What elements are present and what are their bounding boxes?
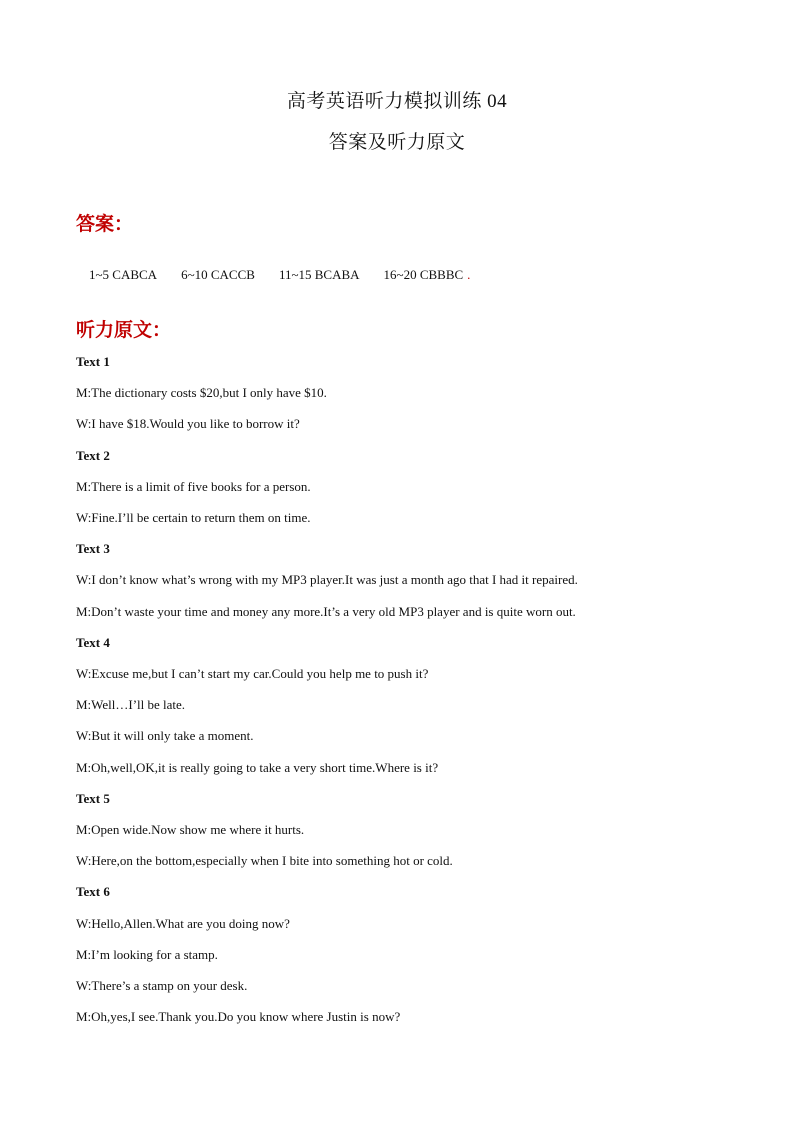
dialogue-line: M:There is a limit of five books for a person. xyxy=(76,478,311,494)
dialogue-line: W:Here,on the bottom,especially when I bite into something hot or cold. xyxy=(76,853,453,869)
dialogue-line: W:Fine.I’ll be certain to return them on time. xyxy=(76,510,311,525)
text-label: Text 4 xyxy=(76,634,110,650)
dialogue-line: M:The dictionary costs $20,but I only have $10. xyxy=(76,385,327,401)
dialogue-line: W:I have $18.Would you like to borrow it? xyxy=(76,416,300,432)
document-title: 高考英语听力模拟训练 04 xyxy=(286,91,508,112)
dialogue-line: W:Hello,Allen.What are you doing now? xyxy=(76,915,290,931)
document-subtitle: 答案及听力原文 xyxy=(328,132,466,153)
dialogue-line: W:Excuse me,but I can’t start my car.Could you help me to push it? xyxy=(76,666,429,681)
answers-end-mark: . xyxy=(467,267,471,282)
dialogue-line: M:Open wide.Now show me where it hurts. xyxy=(76,822,305,837)
text-label: Text 3 xyxy=(76,541,110,557)
answer-group: 16~20 CBBBC xyxy=(383,267,464,282)
text-label: Text 2 xyxy=(76,447,110,463)
dialogue-line: M:Don’t waste your time and money any more.It’s a very old MP3 player and is quite worn out. xyxy=(76,603,576,619)
answers-heading: 答案： xyxy=(76,213,134,235)
text-label: Text 5 xyxy=(76,790,110,806)
dialogue-line: W:I don’t know what’s wrong with my MP3 player.It was just a month ago that I had it repaired. xyxy=(76,572,578,588)
dialogue-line: W:There’s a stamp on your desk. xyxy=(76,978,248,993)
dialogue-line: M:I’m looking for a stamp. xyxy=(76,946,218,962)
answer-group: 6~10 CACCB xyxy=(181,267,255,282)
text-label: Text 1 xyxy=(76,354,110,369)
dialogue-line: M:Oh,well,OK,it is really going to take a very short time.Where is it? xyxy=(76,759,439,775)
script-heading: 听力原文： xyxy=(76,319,172,341)
answer-group: 11~15 BCABA xyxy=(278,267,360,282)
dialogue-line: M:Well…I’ll be late. xyxy=(76,697,186,713)
text-label: Text 6 xyxy=(76,884,110,900)
dialogue-line: M:Oh,yes,I see.Thank you.Do you know where Justin is now? xyxy=(76,1009,401,1025)
answer-group: 1~5 CABCA xyxy=(89,267,158,282)
dialogue-line: W:But it will only take a moment. xyxy=(76,728,254,744)
answers-line xyxy=(76,251,470,299)
